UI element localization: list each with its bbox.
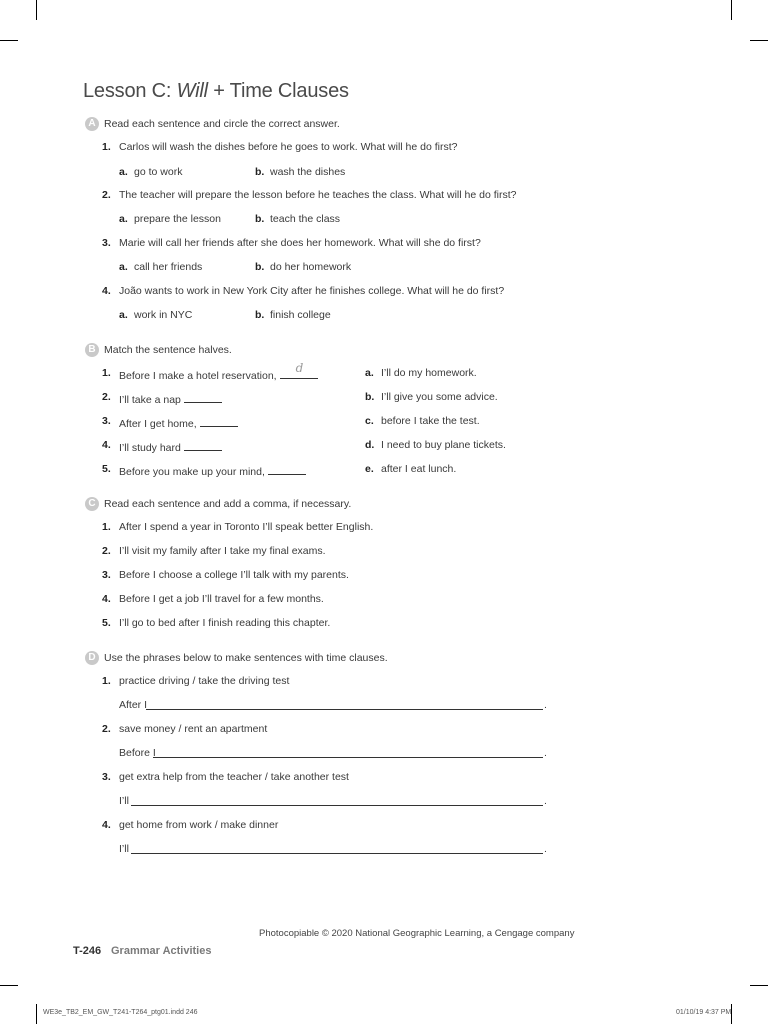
title-suffix: + Time Clauses [207, 80, 349, 102]
match-number: 1. [102, 367, 111, 379]
copyright-notice: Photocopiable © 2020 National Geographic Learning, a Cengage company [259, 928, 575, 939]
answer-line[interactable] [153, 757, 543, 758]
sentence-number: 1. [102, 521, 111, 533]
sentence-text[interactable]: I’ll go to bed after I finish reading this chapter. [119, 617, 331, 629]
sentence-number: 5. [102, 617, 111, 629]
answer-line[interactable] [146, 709, 543, 710]
option-b[interactable]: wash the dishes [270, 166, 346, 178]
slug-date: 01/10/19 4:37 PM [676, 1009, 732, 1016]
prompt-number: 2. [102, 723, 111, 735]
match-left-text: Before you make up your mind, [119, 466, 265, 478]
section-a-badge: A [85, 117, 99, 131]
option-a-label: a. [119, 213, 128, 225]
crop-mark [0, 40, 18, 41]
sentence-starter: Before I [119, 747, 156, 759]
option-a[interactable]: go to work [134, 166, 183, 178]
question-text: Marie will call her friends after she does her homework. What will she do first? [119, 237, 481, 249]
option-b-label: b. [255, 166, 265, 178]
match-left-text: After I get home, [119, 418, 197, 430]
match-right-text: I’ll do my homework. [381, 367, 477, 379]
crop-mark [36, 0, 37, 20]
question-text: João wants to work in New York City after he finishes college. What will he do first? [119, 285, 505, 297]
section-d-badge: D [85, 651, 99, 665]
sentence-period: . [544, 699, 547, 711]
section-c-badge: C [85, 497, 99, 511]
handwritten-answer: d [295, 361, 304, 375]
sentence-number: 4. [102, 593, 111, 605]
section-b-badge: B [85, 343, 99, 357]
page-title [83, 80, 349, 103]
question-number: 1. [102, 141, 111, 153]
question-number: 4. [102, 285, 111, 297]
prompt-number: 3. [102, 771, 111, 783]
match-left-text: Before I make a hotel reservation, [119, 370, 277, 382]
option-a[interactable]: call her friends [134, 261, 203, 273]
sentence-period: . [544, 747, 547, 759]
question-number: 3. [102, 237, 111, 249]
match-right-label: b. [365, 391, 375, 403]
question-text: Carlos will wash the dishes before he goes to work. What will he do first? [119, 141, 458, 153]
match-right-label: d. [365, 439, 375, 451]
sentence-number: 3. [102, 569, 111, 581]
page-number: T-246 [73, 945, 102, 957]
question-number: 2. [102, 189, 111, 201]
match-number: 5. [102, 463, 111, 475]
sentence-text[interactable]: I’ll visit my family after I take my final exams. [119, 545, 326, 557]
sentence-text[interactable]: After I spend a year in Toronto I’ll speak better English. [119, 521, 374, 533]
answer-blank[interactable] [280, 361, 318, 379]
prompt-text: get extra help from the teacher / take another test [119, 771, 349, 783]
title-italic: Will [176, 80, 208, 102]
option-a-label: a. [119, 309, 128, 321]
answer-blank[interactable] [184, 439, 222, 451]
match-right-label: a. [365, 367, 374, 379]
question-text: The teacher will prepare the lesson before he teaches the class. What will he do first? [119, 189, 517, 201]
sentence-period: . [544, 843, 547, 855]
option-a[interactable]: prepare the lesson [134, 213, 221, 225]
answer-line[interactable] [131, 805, 543, 806]
match-right-text: I need to buy plane tickets. [381, 439, 506, 451]
answer-line[interactable] [131, 853, 543, 854]
answer-blank[interactable] [268, 463, 306, 475]
prompt-number: 4. [102, 819, 111, 831]
option-a-label: a. [119, 261, 128, 273]
option-a[interactable]: work in NYC [134, 309, 193, 321]
match-left-item [119, 361, 318, 382]
match-number: 4. [102, 439, 111, 451]
crop-mark [0, 985, 18, 986]
match-right-label: e. [365, 463, 374, 475]
match-right-text: I’ll give you some advice. [381, 391, 498, 403]
match-left-text: I’ll take a nap [119, 394, 181, 406]
option-b-label: b. [255, 261, 265, 273]
title-prefix: Lesson C: [83, 80, 177, 102]
section-d-instruction: Use the phrases below to make sentences with time clauses. [104, 652, 388, 664]
sentence-starter: I’ll [119, 795, 129, 807]
prompt-number: 1. [102, 675, 111, 687]
match-left-item [119, 415, 238, 430]
sentence-starter: After I [119, 699, 148, 711]
prompt-text: get home from work / make dinner [119, 819, 279, 831]
slug-filename: WE3e_TB2_EM_GW_T241-T264_ptg01.indd 246 [43, 1009, 198, 1016]
sentence-text[interactable]: Before I choose a college I’ll talk with my parents. [119, 569, 349, 581]
match-right-text: before I take the test. [381, 415, 480, 427]
match-number: 3. [102, 415, 111, 427]
match-left-item [119, 463, 306, 478]
crop-mark [750, 40, 768, 41]
option-b-label: b. [255, 309, 265, 321]
sentence-number: 2. [102, 545, 111, 557]
crop-mark [750, 985, 768, 986]
option-b[interactable]: do her homework [270, 261, 352, 273]
match-number: 2. [102, 391, 111, 403]
match-left-item [119, 439, 222, 454]
sentence-text[interactable]: Before I get a job I’ll travel for a few months. [119, 593, 324, 605]
option-a-label: a. [119, 166, 128, 178]
prompt-text: practice driving / take the driving test [119, 675, 290, 687]
match-right-text: after I eat lunch. [381, 463, 457, 475]
prompt-text: save money / rent an apartment [119, 723, 268, 735]
sentence-period: . [544, 795, 547, 807]
sentence-starter: I’ll [119, 843, 129, 855]
crop-mark [36, 1004, 37, 1024]
option-b-label: b. [255, 213, 265, 225]
section-a-instruction: Read each sentence and circle the correct answer. [104, 118, 340, 130]
section-c-instruction: Read each sentence and add a comma, if necessary. [104, 498, 352, 510]
answer-blank[interactable] [200, 415, 238, 427]
option-b[interactable]: finish college [270, 309, 331, 321]
section-name: Grammar Activities [111, 945, 212, 957]
crop-mark [731, 0, 732, 20]
match-left-text: I’ll study hard [119, 442, 181, 454]
match-right-label: c. [365, 415, 374, 427]
section-b-instruction: Match the sentence halves. [104, 344, 232, 356]
match-left-item [119, 391, 222, 406]
option-b[interactable]: teach the class [270, 213, 341, 225]
answer-blank[interactable] [184, 391, 222, 403]
